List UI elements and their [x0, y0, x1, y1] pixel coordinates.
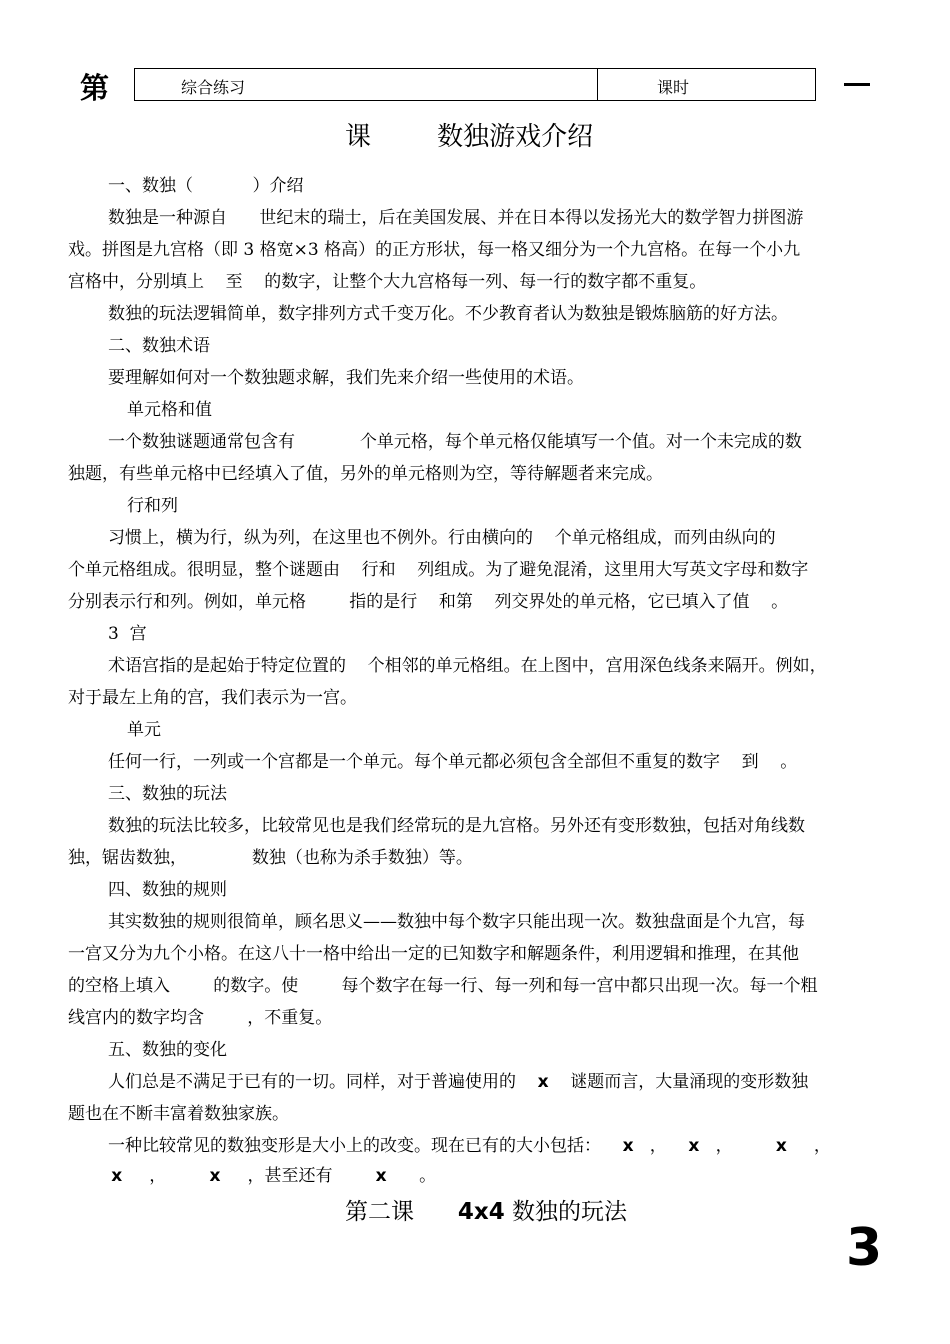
- section-heading-2: 二、数独术语: [108, 336, 210, 356]
- paragraph-line: 题也在不断丰富着数独家族。: [68, 1104, 289, 1124]
- paragraph-line: 要理解如何对一个数独题求解，我们先来介绍一些使用的术语。: [108, 368, 584, 388]
- paragraph-line: 数独的玩法逻辑简单，数字排列方式千变万化。不少教育者认为数独是锻炼脑筋的好方法。: [108, 304, 788, 324]
- header-divider: [597, 69, 598, 100]
- subheading: 单元: [127, 720, 161, 740]
- paragraph-line: 人们总是不满足于已有的一切。同样，对于普遍使用的 x 谜题而言，大量涌现的变形数独: [108, 1072, 809, 1092]
- paragraph-line: 术语宫指的是起始于特定位置的 个相邻的单元格组。在上图中，宫用深色线条来隔开。例如，: [108, 656, 827, 676]
- paragraph-line: 习惯上，横为行，纵为列，在这里也不例外。行由横向的 个单元格组成，而列由纵向的: [108, 528, 776, 548]
- paragraph-line: 线宫内的数字均含 ，不重复。: [68, 1008, 333, 1028]
- size-x: x: [111, 1166, 123, 1186]
- paragraph-line: 一宫又分为九个小格。在这八十一格中给出一定的已知数字和解题条件，利用逻辑和推理，在其他: [68, 944, 799, 964]
- paragraph-line: 的空格上填入 的数字。使 每个数字在每一行、每一列和每一宫中都只出现一次。每一个粗: [68, 976, 818, 996]
- lesson-2-title: 第二课 4x4 数独的玩法: [345, 1199, 628, 1225]
- page-number: 3: [846, 1218, 883, 1278]
- subheading: 单元格和值: [127, 400, 212, 420]
- paragraph-line: 独，锯齿数独， 数独（也称为杀手数独）等。: [68, 848, 473, 868]
- paragraph-line: 任何一行，一列或一个宫都是一个单元。每个单元都必须包含全部但不重复的数字 到 。: [108, 752, 798, 772]
- paragraph-line: 对于最左上角的宫，我们表示为一宫。: [68, 688, 357, 708]
- subheading: 行和列: [127, 496, 178, 516]
- paragraph-line: 数独是一种源自 世纪末的瑞士，后在美国发展、并在日本得以发扬光大的数学智力拼图游: [108, 208, 804, 228]
- size-x: x: [775, 1136, 787, 1156]
- paragraph-line: 宫格中，分别填上 至 的数字，让整个大九宫格每一列、每一行的数字都不重复。: [68, 272, 707, 292]
- size-x: x: [209, 1166, 221, 1186]
- paragraph-line: 戏。拼图是九宫格（即 3 格宽×3 格高）的正方形状，每一格又细分为一个九宫格。在每一个小九: [68, 240, 801, 260]
- size-x: x: [622, 1136, 634, 1156]
- paragraph-line: 一个数独谜题通常包含有 个单元格，每个单元格仅能填写一个值。对一个未完成的数: [108, 432, 802, 452]
- size-x: x: [537, 1072, 549, 1092]
- header-di: 第: [80, 71, 110, 105]
- section-heading-3: 三、数独的玩法: [108, 784, 227, 804]
- header-cell-period: 课时: [657, 78, 690, 97]
- lesson-title: 课 数独游戏介绍: [345, 122, 594, 152]
- section-heading-1: 一、数独（ ）介绍: [108, 176, 304, 196]
- paragraph-line: 数独的玩法比较多，比较常见也是我们经常玩的是九宫格。另外还有变形数独，包括对角线数: [108, 816, 805, 836]
- header-cell-topic: 综合练习: [181, 78, 246, 97]
- paragraph-line: 个单元格组成。很明显，整个谜题由 行和 列组成。为了避免混淆，这里用大写英文字母和数字: [68, 560, 809, 580]
- paragraph-line: 一种比较常见的数独变形是大小上的改变。现在已有的大小包括： x ， x ， x ，: [108, 1136, 831, 1156]
- header-table: [134, 68, 816, 101]
- paragraph-line: 分别表示行和列。例如，单元格 指的是行 和第 列交界处的单元格，它已填入了值 。: [68, 592, 789, 612]
- paragraph-line: 其实数独的规则很简单，顾名思义——数独中每个数字只能出现一次。数独盘面是个九宫，每: [108, 912, 805, 932]
- subheading: 3 宫: [108, 624, 147, 644]
- size-x: x: [688, 1136, 700, 1156]
- header-dash: [844, 83, 870, 86]
- paragraph-line: 独题，有些单元格中已经填入了值，另外的单元格则为空，等待解题者来完成。: [68, 464, 663, 484]
- paragraph-line: x ， x ，甚至还有 x 。: [111, 1166, 437, 1186]
- section-heading-4: 四、数独的规则: [108, 880, 227, 900]
- section-heading-5: 五、数独的变化: [108, 1040, 227, 1060]
- size-x: x: [375, 1166, 387, 1186]
